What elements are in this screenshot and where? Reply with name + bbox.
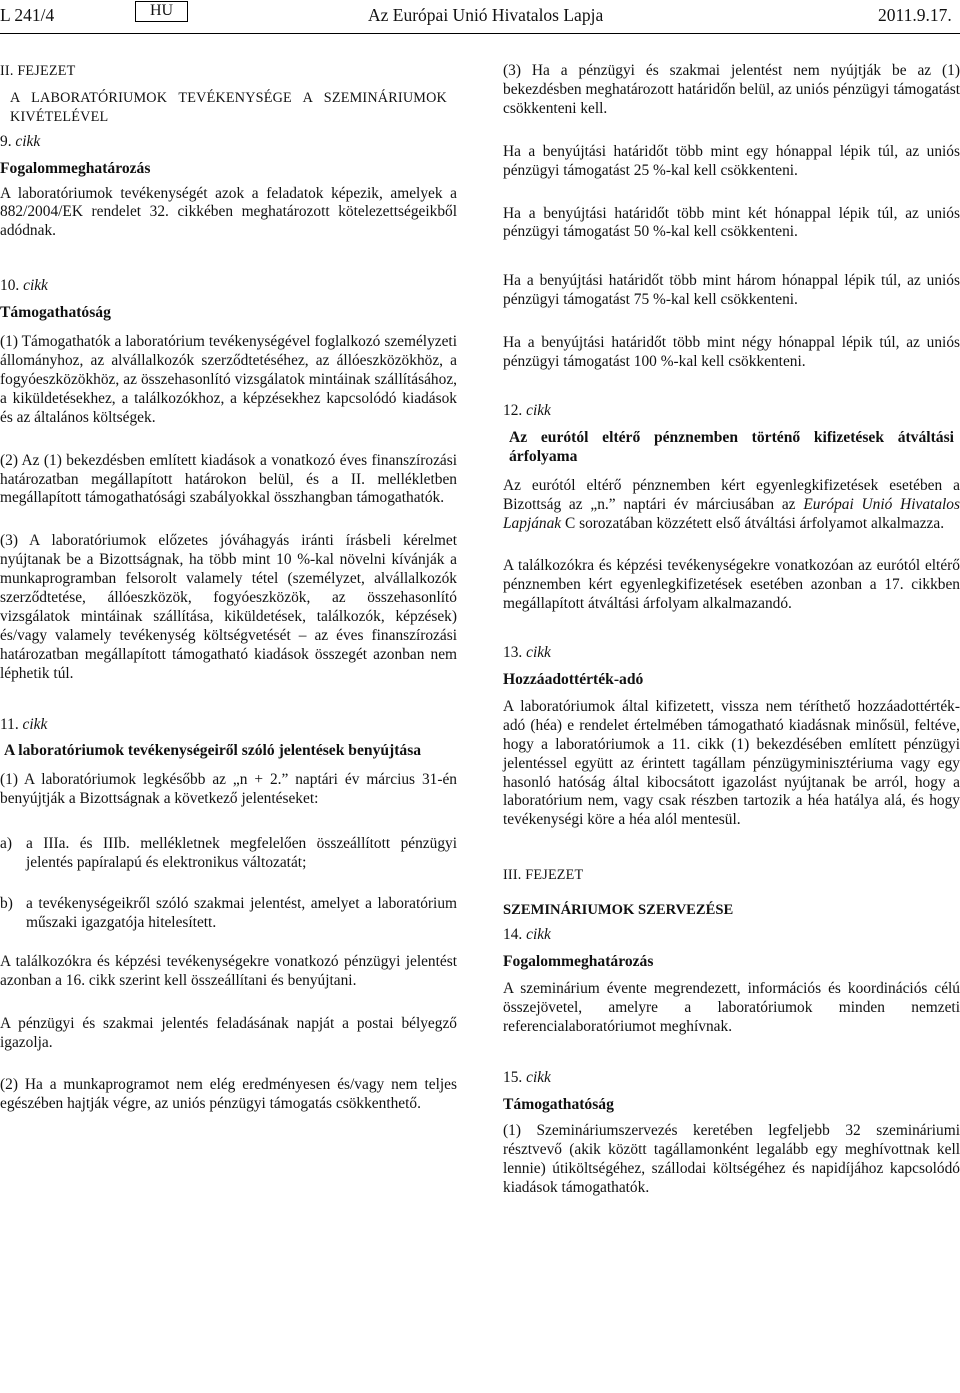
paragraph: (2) Ha a munkaprogramot nem elég eredményesen és/vagy nem teljes egészében hajtják végre, az uniós pénzügyi támogatás csökkenthető.	[0, 1076, 457, 1113]
publication-date: 2011.9.17.	[878, 5, 952, 25]
paragraph: Ha a benyújtási határidőt több mint három hónappal lépik túl, az uniós pénzügyi támogatást 75 %-kal kell csökkenteni.	[503, 272, 960, 309]
chapter-title: A LABORATÓRIUMOK TEVÉKENYSÉGE A SZEMINÁRIUMOK KIVÉTELÉVEL	[10, 89, 447, 125]
paragraph: (3) Ha a pénzügyi és szakmai jelentést nem nyújtják be az (1) bekezdésben meghatározott határidőn belül, az uniós pénzügyi támogatást csökkenteni kell.	[503, 62, 960, 117]
left-column	[0, 62, 457, 1114]
paragraph: (1) A laboratóriumok legkésőbb az „n + 2.” naptári év március 31-én benyújtják a Bizottságnak a következő jelentéseket:	[0, 771, 457, 808]
paragraph: A szeminárium évente megrendezett, információs és koordinációs célú összejövetel, amelyre a laboratóriumok minden nemzeti referencialaboratóriumot meghívnak.	[503, 979, 960, 1035]
page-reference: L 241/4	[0, 5, 55, 25]
paragraph: A laboratóriumok tevékenységét azok a feladatok képezik, amelyek a 882/2004/EK rendelet 32. cikkében meghatározott kötelezettségeikből adódnak.	[0, 184, 457, 240]
article-number: 14. cikk	[503, 926, 551, 944]
article-title: Támogathatóság	[503, 1095, 614, 1113]
list-label: a)	[0, 835, 12, 853]
chapter-label: II. FEJEZET	[0, 63, 76, 79]
article-number: 13. cikk	[503, 644, 551, 662]
article-number: 9. cikk	[0, 132, 41, 150]
paragraph: Az eurótól eltérő pénznemben kért egyenlegkifizetések esetében a Bizottság az „n.” naptári év márciusában az Európai Unió Hivatalos Lapjának C sorozatában közzétett első átváltási árfolyamot alkalmazza.	[503, 476, 960, 532]
article-title: Hozzáadottérték-adó	[503, 671, 644, 689]
paragraph: Ha a benyújtási határidőt több mint négy hónappal lépik túl, az uniós pénzügyi támogatást 100 %-kal kell csökkenteni.	[503, 334, 960, 371]
list-label: b)	[0, 895, 13, 912]
paragraph: (3) A laboratóriumok előzetes jóváhagyás iránti írásbeli kérelmet nyújtanak be a Bizottságnak, ha több mint 10 %-kal növelni kívánják a munkaprogramban felsorolt valamely tétel (személyzet, alvállalkozók szerződtetése, állóeszközök, fogyóeszközök, az összehasonlító vizsgálatok mintáinak szállítása, kiküldetések, találkozók, képzések) és/vagy valamely tevékenység költségvetését – az éves finanszírozási határozatban megállapított támogatható kiadások összegét azonban nem léphetik túl.	[0, 532, 457, 682]
article-number: 15. cikk	[503, 1068, 551, 1086]
list-item	[0, 835, 457, 873]
paragraph: (1) Támogathatók a laboratórium tevékenységével foglalkozó személyzeti állományhoz, az alvállalkozók szerződtetéséhez, az állóeszközökhöz, a fogyóeszközökhöz, az összehasonlító vizsgálatok mintáinak szállításához, a kiküldetésekhez, a találkozókhoz, a képzésekhez kapcsolódó kiadások és az általános költségek.	[0, 333, 457, 426]
language-code-box: HU	[135, 1, 188, 22]
paragraph: (2) Az (1) bekezdésben említett kiadások a vonatkozó éves finanszírozási határozatban megállapított határokon belül, és a II. mellékletben megállapított támogathatósági szabályokkal összhangban támogathatók.	[0, 451, 457, 507]
paragraph: Ha a benyújtási határidőt több mint egy hónappal lépik túl, az uniós pénzügyi támogatást 25 %-kal kell csökkenteni.	[503, 142, 960, 179]
article-title: Támogathatóság	[0, 304, 111, 322]
chapter-label: III. FEJEZET	[503, 867, 584, 884]
paragraph: A találkozókra és képzési tevékenységekre vonatkozó pénzügyi jelentést azonban a 16. cikk szerint kell összeállítani és benyújtani.	[0, 952, 457, 989]
header-rule	[0, 33, 960, 34]
article-number: 12. cikk	[503, 401, 551, 419]
article-title: A laboratóriumok tevékenységeiről szóló jelentések benyújtása	[4, 742, 422, 760]
list-text: a IIIa. és IIIb. mellékletnek megfelelően összeállított pénzügyi jelentés papíralapú és elektronikus változatát;	[26, 835, 457, 872]
list-text: a tevékenységeikről szóló szakmai jelentést, amelyet a laboratórium műszaki igazgatója hitelesített.	[26, 895, 457, 931]
journal-title: Az Európai Unió Hivatalos Lapja	[368, 5, 604, 25]
paragraph: A pénzügyi és szakmai jelentés feladásának napját a postai bélyegző igazolja.	[0, 1014, 457, 1051]
paragraph: A találkozókra és képzési tevékenységekre vonatkozóan az eurótól eltérő pénznemben kért egyenlegkifizetések esetében azonban a 17. cikkben megállapított átváltási árfolyam alkalmazandó.	[503, 557, 960, 613]
article-title: Fogalommeghatározás	[503, 953, 654, 970]
paragraph: Ha a benyújtási határidőt több mint két hónappal lépik túl, az uniós pénzügyi támogatást 50 %-kal kell csökkenteni.	[503, 204, 960, 241]
article-title: Fogalommeghatározás	[0, 159, 151, 177]
page-header	[0, 0, 960, 34]
paragraph: (1) Szemináriumszervezés keretében legfeljebb 32 szemináriumi résztvevő (akik között tagállamonként legalább egy meghívottnak kell lennie) útiköltségéhez, szállodai költségéhez és napidíjához kapcsolódó kiadások támogathatók.	[503, 1122, 960, 1197]
article-number: 11. cikk	[0, 715, 48, 733]
list-item	[0, 895, 457, 933]
right-column	[503, 62, 960, 1198]
paragraph: A laboratóriumok által kifizetett, vissza nem téríthető hozzáadottérték-adó (héa) e rendelet értelmében támogatható kiadásnak minősül, feltéve, hogy a laboratóriumok a 11. cikk (1) bekezdésében említett pénzügyi jelentéssel együtt az érintett tagállam pénzügyminisztériuma vagy egy hasonló hatóság által kibocsátott igazolást nyújtanak be arról, hogy a laboratórium nem, vagy csak részben tartozik a héa hatálya alá, és hogy tevékenységi köre a héa alól mentesül.	[503, 697, 960, 829]
chapter-title: SZEMINÁRIUMOK SZERVEZÉSE	[503, 902, 734, 919]
article-number: 10. cikk	[0, 277, 48, 295]
article-title: Az eurótól eltérő pénznemben történő kifizetések átváltási árfolyama	[509, 428, 954, 465]
